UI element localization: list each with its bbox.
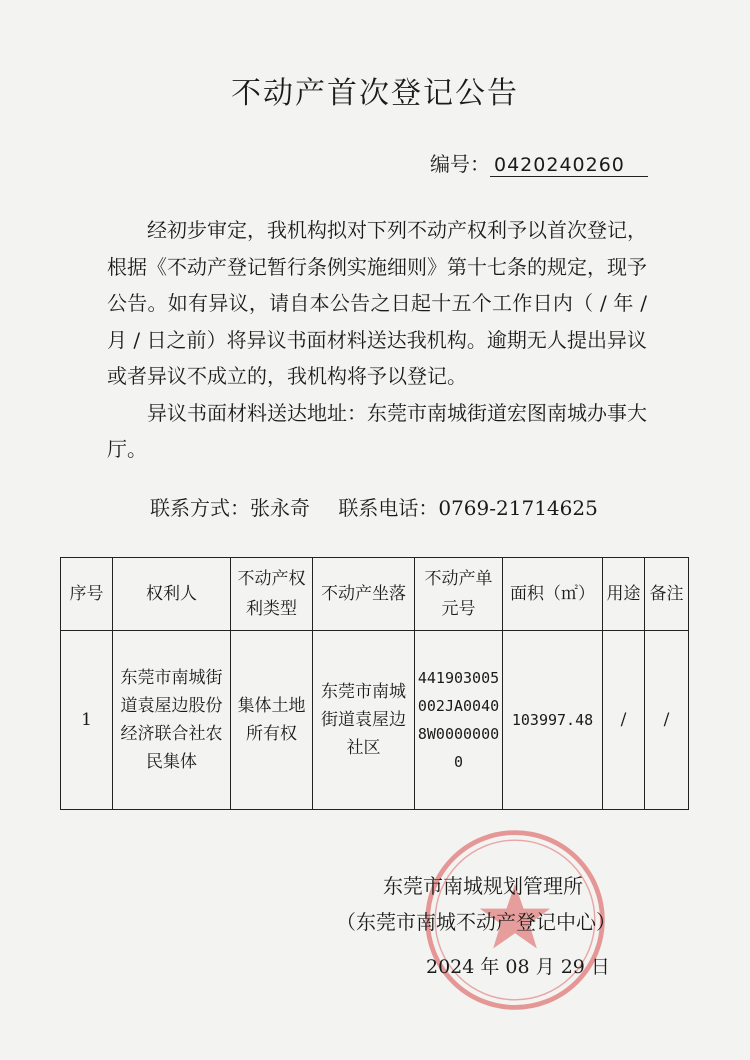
cell-remark: / xyxy=(645,631,689,810)
serial-value: 0420240260 xyxy=(490,154,648,177)
cell-unit-no: 441903005002JA00408W00000000 xyxy=(415,631,503,810)
header-location: 不动产坐落 xyxy=(313,558,415,631)
header-index: 序号 xyxy=(61,558,113,631)
property-table xyxy=(60,557,689,810)
notice-paragraph-1: 经初步审定，我机构拟对下列不动产权利予以首次登记，根据《不动产登记暂行条例实施细则》第十七条的规定，现予公告。如有异议，请自本公告之日起十五个工作日内（ / 年 / 月 / 日之前）将异议书面材料送达我机构。逾期无人提出异议或者异议不成立的，我机构将予以登记。 xyxy=(107,218,647,388)
issue-date: 2024 年 08 月 29 日 xyxy=(426,956,610,978)
cell-usage: / xyxy=(603,631,645,810)
serial-label: 编号： xyxy=(430,152,490,176)
page-title: 不动产首次登记公告 xyxy=(231,76,519,111)
cell-area: 103997.48 xyxy=(503,631,603,810)
issuing-org-alt: （东莞市南城不动产登记中心） xyxy=(336,910,616,934)
cell-right-type: 集体土地所有权 xyxy=(231,631,313,810)
header-unit-no: 不动产单元号 xyxy=(415,558,503,631)
cell-location: 东莞市南城街道袁屋边社区 xyxy=(313,631,415,810)
contact-phone: 联系电话：0769-21714625 xyxy=(338,496,598,520)
notice-body xyxy=(107,212,647,468)
table-header-row xyxy=(61,558,689,631)
notice-paragraph-2: 异议书面材料送达地址：东莞市南城街道宏图南城办事大厅。 xyxy=(107,400,647,461)
header-usage: 用途 xyxy=(603,558,645,631)
cell-index: 1 xyxy=(61,631,113,810)
header-holder: 权利人 xyxy=(113,558,231,631)
header-remark: 备注 xyxy=(645,558,689,631)
table-row xyxy=(61,631,689,810)
issuing-org: 东莞市南城规划管理所 xyxy=(383,874,583,898)
contact-person: 联系方式：张永奇 xyxy=(150,496,310,520)
serial-number xyxy=(430,148,648,177)
cell-holder: 东莞市南城街道袁屋边股份经济联合社农民集体 xyxy=(113,631,231,810)
header-area: 面积（㎡） xyxy=(503,558,603,631)
contact-line xyxy=(150,492,620,521)
header-right-type: 不动产权利类型 xyxy=(231,558,313,631)
